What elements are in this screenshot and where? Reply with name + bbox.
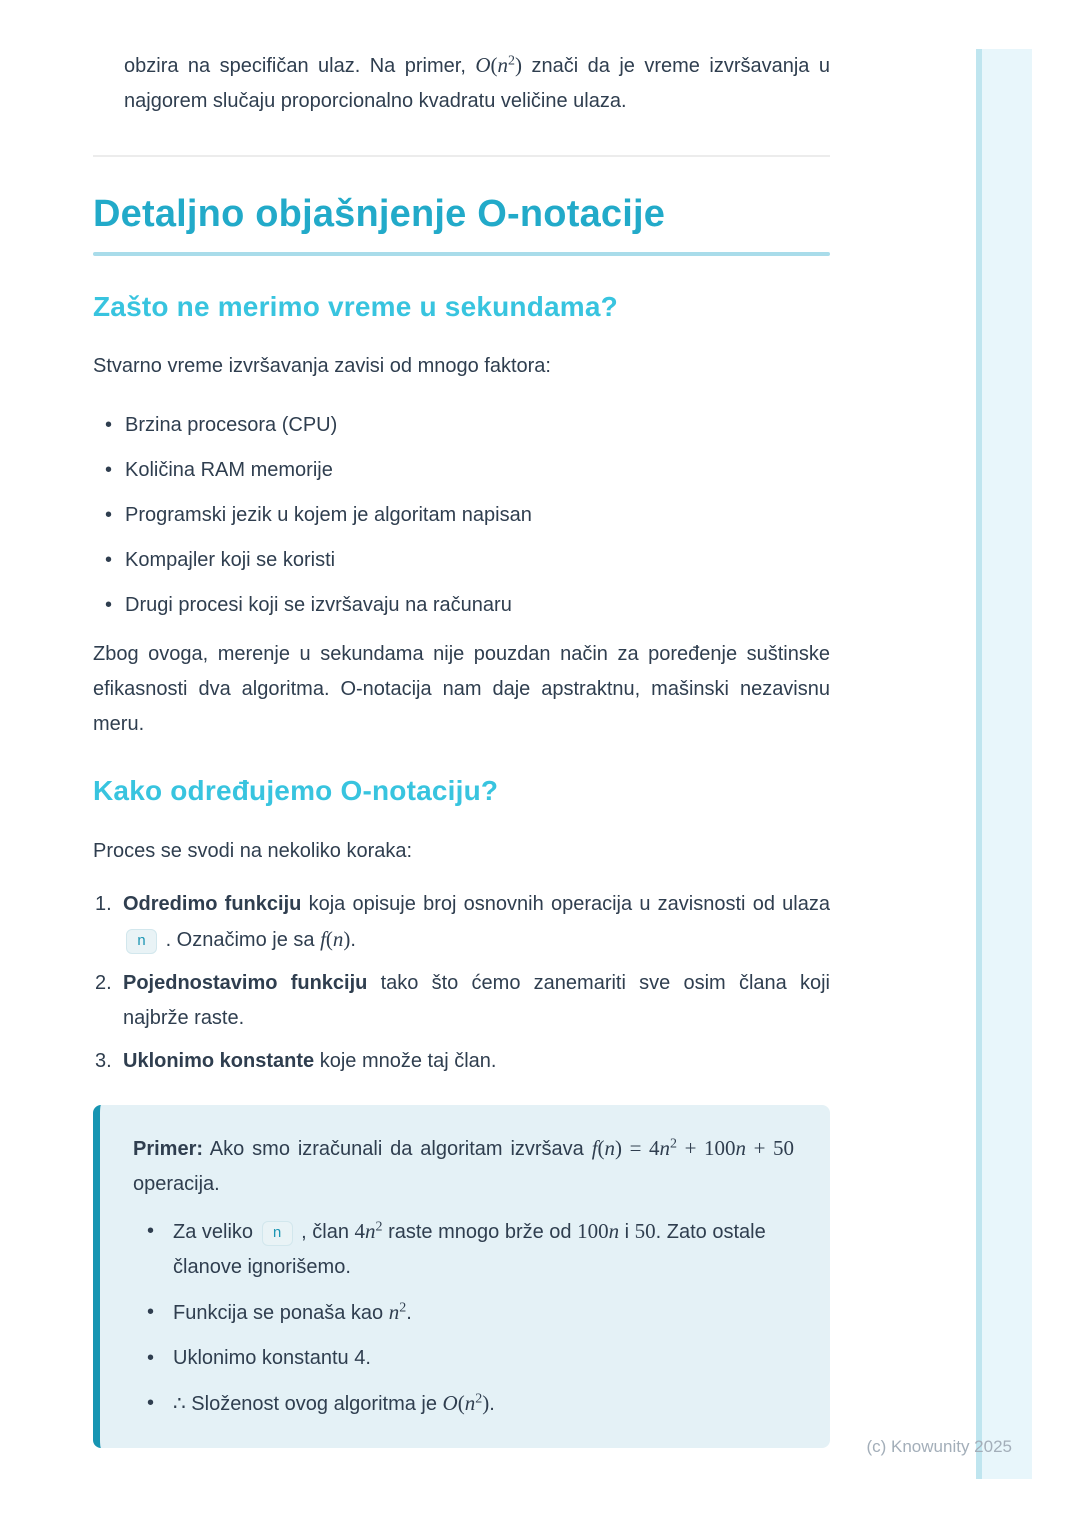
step-item: [93, 1044, 830, 1079]
page-content: [93, 0, 830, 1448]
page-edge-strip: [976, 49, 1032, 1479]
section-heading-how-we-determine: Kako određujemo O-notaciju?: [93, 775, 499, 807]
section2-lead-paragraph: Proces se svodi na nekoliko koraka:: [93, 839, 413, 862]
step-number: 3.: [95, 1049, 112, 1072]
title-underline: [93, 252, 830, 256]
list-item: [93, 453, 830, 488]
list-item-label: Programski jezik u kojem je algoritam napisan: [125, 504, 532, 527]
callout-item-text: Za veliko n , član $4n^2$ raste mnogo brže od 100n i 50. Zato ostale članove ignorišemo.: [173, 1218, 766, 1278]
step-text: Uklonimo konstante koje množe taj član.: [123, 1049, 497, 1072]
step-item: [93, 966, 830, 1036]
steps-list: [93, 887, 830, 1079]
list-item: [93, 588, 830, 623]
callout-item-text: ∴ Složenost ovog algoritma je $O(n^2)$.: [173, 1390, 495, 1415]
factors-list: [93, 408, 830, 623]
list-item: [93, 498, 830, 533]
callout-list-item: [133, 1386, 794, 1422]
section1-lead-paragraph: Stvarno vreme izvršavanja zavisi od mnogo faktora:: [93, 355, 551, 378]
callout-intro-paragraph: Primer: Ako smo izračunali da algoritam izvršava $f(n) = 4n^2 + 100n + 50$ operacija.: [133, 1135, 795, 1195]
step-text: Odredimo funkciju koja opisuje broj osnovnih operacija u zavisnosti od ulaza n . Označimo je sa f(n).: [123, 887, 830, 958]
callout-list-item: [133, 1341, 794, 1376]
list-item: [93, 408, 830, 443]
list-item-label: Drugi procesi koji se izvršavaju na računaru: [125, 594, 512, 617]
section1-outro-paragraph: Zbog ovoga, merenje u sekundama nije pouzdan način za poređenje suštinske efikasnosti dva algoritma. O-notacija nam daje apstraktnu, mašinski nezavisnu meru.: [93, 643, 830, 736]
callout-item-text: Funkcija se ponaša kao $n^2$.: [173, 1299, 412, 1324]
list-item: [93, 543, 830, 578]
step-number: 2.: [95, 971, 112, 994]
section-divider: [93, 155, 830, 157]
section-heading-why-not-seconds: Zašto ne merimo vreme u sekundama?: [93, 290, 618, 322]
step-number: 1.: [95, 892, 112, 915]
callout-list: [133, 1214, 794, 1422]
callout-list-item: [133, 1295, 794, 1331]
list-item-label: Brzina procesora (CPU): [125, 414, 338, 437]
page-title: Detaljno objašnjenje O-notacije: [93, 193, 666, 235]
copyright-notice: (c) Knowunity 2025: [866, 1437, 1012, 1456]
list-item-label: Količina RAM memorije: [125, 459, 333, 482]
callout-item-text: Uklonimo konstantu 4.: [173, 1346, 371, 1369]
list-item-label: Kompajler koji se koristi: [125, 549, 336, 572]
callout-list-item: [133, 1214, 794, 1285]
step-text: Pojednostavimo funkciju tako što ćemo zanemariti sve osim člana koji najbrže raste.: [123, 971, 830, 1029]
example-callout: [93, 1105, 830, 1448]
intro-paragraph: obzira na specifičan ulaz. Na primer, $O(n^2)$ znači da je vreme izvršavanja u najgorem slučaju proporcionalno kvadratu veličine ulaza.: [124, 53, 830, 112]
step-item: [93, 887, 830, 958]
